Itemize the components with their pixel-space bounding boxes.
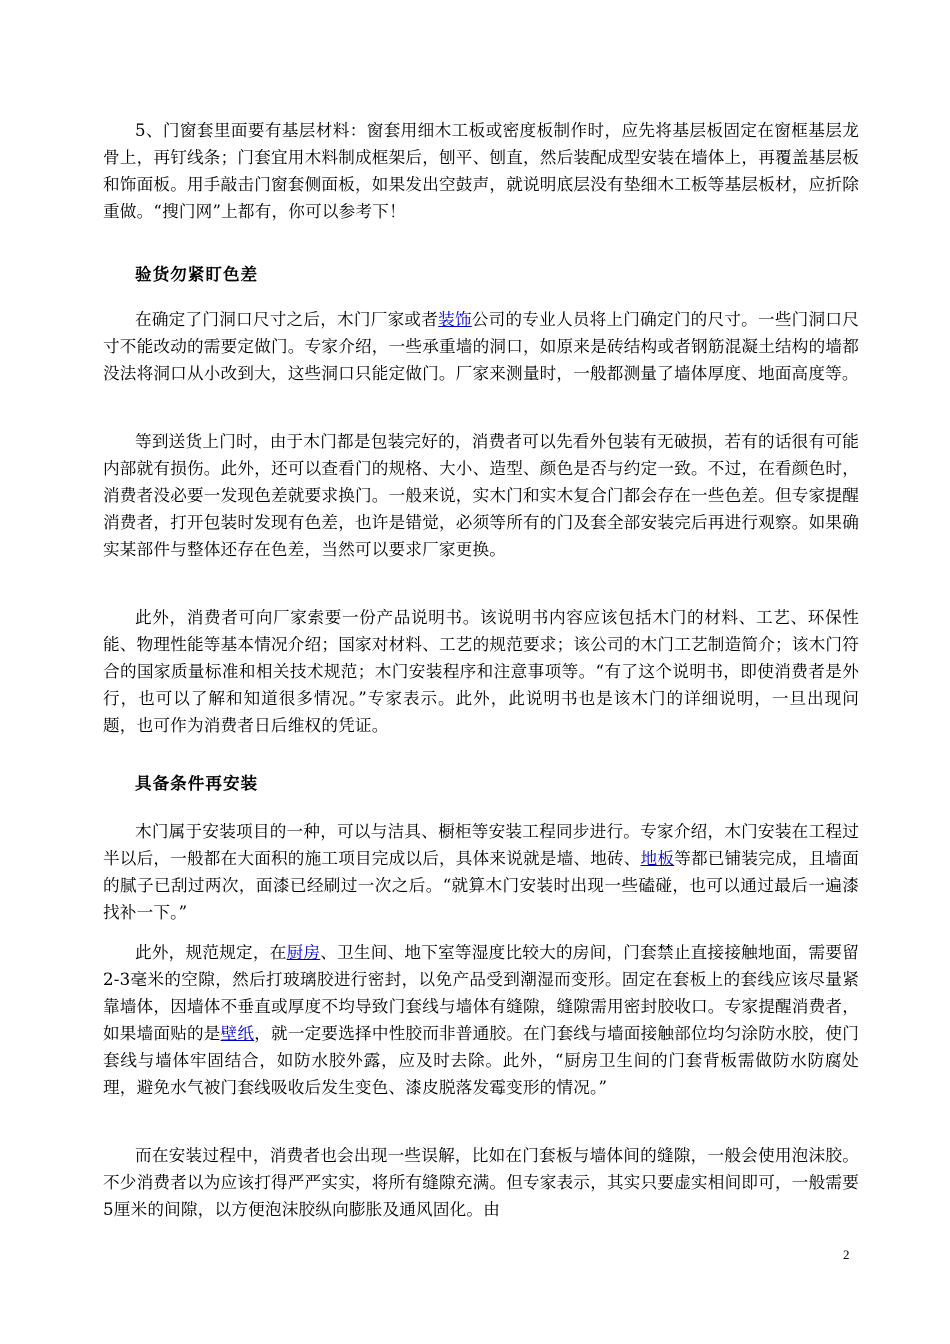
paragraph-foam-gap: [103, 1142, 859, 1223]
paragraph-text: 5、门窗套里面要有基层材料：窗套用细木工板或密度板制作时，应先将基层板固定在窗框基层龙骨上，再钉线条；门套宜用木料制成框架后，刨平、刨直，然后装配成型安装在墙体上，再覆盖基层板和饰面板。用手敲击门窗套侧面板，如果发出空鼓声，就说明底层没有垫细木工板等基层板材，应折除重做。“搜门网”上都有，你可以参考下！: [103, 121, 859, 221]
paragraph-text: ，就一定要选择中性胶而非普通胶。在门套线与墙面接触部位均匀涂防水胶，使门套线与墙体牢固结合，如防水胶外露，应及时去除。此外，“厨房卫生间的门套背板需做防水防腐处理，避免水气被门套线吸收后发生变色、漆皮脱落发霉变形的情况。”: [103, 1024, 860, 1097]
link-kitchen[interactable]: 厨房: [286, 943, 321, 962]
paragraph-text: 此外，消费者可向厂家索要一份产品说明书。该说明书内容应该包括木门的材料、工艺、环保性能、物理性能等基本情况介绍；国家对材料、工艺的规范要求；该公司的木门工艺制造简介；该木门符合的国家质量标准和相关技术规范；木门安装程序和注意事项等。“有了这个说明书，即使消费者是外行，也可以了解和知道很多情况。”专家表示。此外，此说明书也是该木门的详细说明，一旦出现问题，也可作为消费者日后维权的凭证。: [103, 608, 859, 735]
page-number: 2: [843, 1247, 850, 1262]
paragraph-installation-timing: [103, 818, 859, 926]
link-flooring[interactable]: 地板: [640, 849, 675, 868]
paragraph-text: 此外，规范规定，在: [135, 943, 287, 962]
paragraph-text: 等都已铺装完成，且墙面的腻子已刮过两次，面漆已经刷过一次之后。“就算木门安装时出现一些磕碰，也可以通过最后一遍漆找补一下。”: [103, 849, 859, 922]
link-decoration[interactable]: 装饰: [438, 310, 472, 329]
paragraph-text: 木门属于安装项目的一种，可以与洁具、橱柜等安装工程同步进行。专家介绍，木门安装在工程过半以后，一般都在大面积的施工项目完成以后，具体来说就是墙、地砖、: [103, 822, 859, 868]
paragraph-humidity-rules: [103, 939, 859, 1101]
paragraph-measure-door-opening: [103, 306, 859, 387]
section-heading-installation: 具备条件再安装: [135, 773, 259, 793]
paragraph-door-frame-base-material: [103, 117, 859, 225]
paragraph-product-manual: [103, 604, 859, 739]
section-heading-inspection: 验货勿紧盯色差: [135, 264, 259, 284]
paragraph-text: 在确定了门洞口尺寸之后，木门厂家或者: [135, 310, 439, 329]
paragraph-text: 等到送货上门时，由于木门都是包装完好的，消费者可以先看外包装有无破损，若有的话很有可能内部就有损伤。此外，还可以查看门的规格、大小、造型、颜色是否与约定一致。不过，在看颜色时，消费者没必要一发现色差就要求换门。一般来说，实木门和实木复合门都会存在一些色差。但专家提醒消费者，打开包装时发现有色差，也许是错觉，必须等所有的门及套全部安装完后再进行观察。如果确实某部件与整体还存在色差，当然可以要求厂家更换。: [103, 432, 859, 559]
paragraph-text: 、卫生间、地下室等湿度比较大的房间，门套禁止直接接触地面，需要留2-3毫米的空隙，然后打玻璃胶进行密封，以免产品受到潮湿而变形。固定在套板上的套线应该尽量紧靠墙体，因墙体不垂直或厚度不均导致门套线与墙体有缝隙，缝隙需用密封胶收口。专家提醒消费者，如果墙面贴的是: [103, 943, 859, 1043]
paragraph-delivery-inspection: [103, 428, 859, 563]
paragraph-text: 而在安装过程中，消费者也会出现一些误解，比如在门套板与墙体间的缝隙，一般会使用泡沫胶。不少消费者以为应该打得严严实实，将所有缝隙充满。但专家表示，其实只要虚实相间即可，一般需要5厘米的间隙，以方便泡沫胶纵向膨胀及通风固化。由: [103, 1146, 859, 1219]
paragraph-text: 公司的专业人员将上门确定门的尺寸。一些门洞口尺寸不能改动的需要定做门。专家介绍，一些承重墙的洞口，如原来是砖结构或者钢筋混凝土结构的墙都没法将洞口从小改到大，这些洞口只能定做门。厂家来测量时，一般都测量了墙体厚度、地面高度等。: [103, 310, 859, 383]
link-wallpaper[interactable]: 壁纸: [220, 1024, 255, 1043]
